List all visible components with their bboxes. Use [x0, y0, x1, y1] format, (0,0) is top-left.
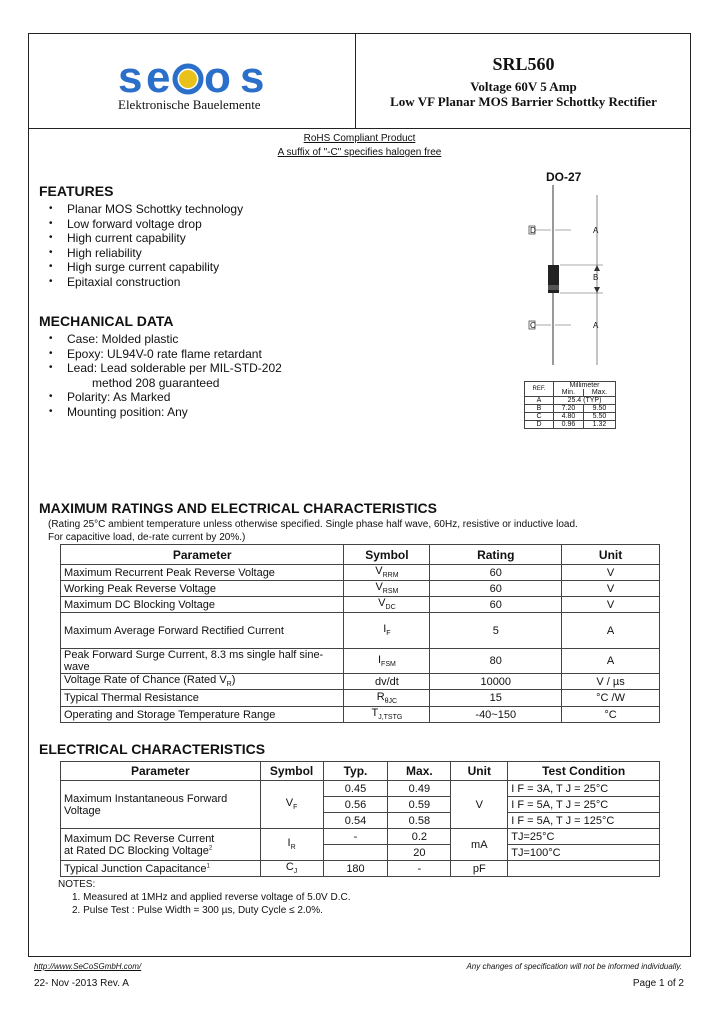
col-symbol: Symbol: [344, 545, 430, 565]
table-row: B 7.20 9.50: [525, 405, 616, 413]
table-row: Typical Thermal Resistance $R_{\theta JC}$ 15 °C /W: [61, 690, 660, 707]
website-link[interactable]: http://www.SeCoSGmbH.com/: [34, 962, 142, 971]
table-row: Maximum Average Forward Rectified Current $I_F$ 5 A: [61, 613, 660, 649]
table-row: Maximum DC Blocking Voltage $V_{DC}$ 60 V: [61, 597, 660, 613]
table-row: Peak Forward Surge Current, 8.3 ms single half sine-wave $I_{FSM}$ 80 A: [61, 649, 660, 674]
list-item: • Low forward voltage drop: [39, 217, 243, 232]
page-number: Page 1 of 2: [632, 978, 684, 989]
ratings-table: [60, 544, 660, 723]
dim-label-b: B: [593, 273, 599, 282]
svg-text:s: s: [240, 58, 265, 98]
dim-label-c: C: [530, 321, 536, 330]
notes-title: NOTES:: [58, 879, 96, 890]
table-row: Maximum Recurrent Peak Reverse Voltage $V_{RRM}$ 60 V: [61, 565, 660, 581]
dim-label-a2: A: [593, 321, 599, 330]
dim-label-d: D: [530, 226, 536, 235]
dim-label-a: A: [593, 226, 599, 235]
list-item: • Mounting position: Any: [39, 405, 282, 420]
list-item: • Polarity: As Marked: [39, 390, 282, 405]
table-row: Working Peak Reverse Voltage $V_{RSM}$ 60 V: [61, 581, 660, 597]
table-row: Maximum DC Reverse Current at Rated DC Blocking Voltage$^2$ $I_R$ - 0.2 mA TJ=25°C: [61, 829, 660, 845]
mechanical-list: [39, 332, 282, 419]
note-2: 2. Pulse Test : Pulse Width = 300 µs, Duty Cycle ≤ 2.0%.: [72, 905, 323, 916]
col-unit: Unit: [451, 762, 508, 781]
col-symbol: Symbol: [260, 762, 323, 781]
svg-text:e: e: [146, 58, 171, 98]
list-item: • Case: Molded plastic: [39, 332, 282, 347]
svg-text:o: o: [204, 58, 231, 98]
part-voltage: Voltage 60V 5 Amp: [470, 79, 577, 94]
disclaimer: Any changes of specification will not be informed individually.: [466, 962, 682, 971]
table-row: C 4.80 5.50: [525, 413, 616, 421]
table-row: Typical Junction Capacitance$^1$ $C_J$ 180 - pF: [61, 861, 660, 877]
col-parameter: Parameter: [61, 545, 344, 565]
revision-date: 22- Nov -2013 Rev. A: [34, 978, 129, 989]
col-rating: Rating: [430, 545, 562, 565]
table-row: 20 TJ=100°C: [61, 845, 660, 861]
part-number: SRL560: [492, 54, 555, 74]
list-item: • Epoxy: UL94V-0 rate flame retardant: [39, 347, 282, 362]
elec-table: [60, 761, 660, 877]
col-parameter: Parameter: [61, 762, 261, 781]
table-row: D 0.96 1.32: [525, 421, 616, 429]
features-title: FEATURES: [39, 183, 114, 199]
col-max: Max.: [388, 762, 451, 781]
halogen-free-line: A suffix of "-C" specifies halogen free: [277, 147, 442, 158]
ratings-title: MAXIMUM RATINGS AND ELECTRICAL CHARACTERISTICS: [39, 500, 437, 516]
col-unit: Unit: [562, 545, 660, 565]
table-row: Operating and Storage Temperature Range $T_{J,TSTG}$ -40~150 °C: [61, 707, 660, 723]
dim-header-unit: Millimeter: [553, 382, 615, 390]
list-item: • High current capability: [39, 231, 243, 246]
table-row: 0.54 0.58 I F = 5A, T J = 125°C: [61, 813, 660, 829]
table-row: Maximum Instantaneous Forward Voltage $V_F$ 0.45 0.49 V I F = 3A, T J = 25°C: [61, 781, 660, 797]
note-1: 1. Measured at 1MHz and applied reverse voltage of 5.0V D.C.: [72, 892, 351, 903]
table-row: Voltage Rate of Chance (Rated $V_R$) dv/dt 10000 V / µs: [61, 674, 660, 690]
part-description: Low VF Planar MOS Barrier Schottky Rectifier: [390, 94, 657, 109]
elec-title: ELECTRICAL CHARACTERISTICS: [39, 741, 266, 757]
do27-package-drawing: [515, 185, 615, 370]
ratings-note-2: For capacitive load, de-rate current by 20%.): [48, 532, 246, 543]
list-item: • Planar MOS Schottky technology: [39, 202, 243, 217]
col-typ: Typ.: [323, 762, 388, 781]
secos-logo-icon: [118, 58, 272, 98]
list-item: method 208 guaranteed: [92, 375, 220, 390]
header-bottom-rule: [28, 128, 691, 129]
rohs-line: RoHS Compliant Product: [303, 133, 416, 144]
svg-text:s: s: [118, 58, 144, 98]
table-row: A 25.4 (TYP): [525, 397, 616, 405]
dimension-table: [524, 381, 616, 429]
company-name: Elektronische Bauelemente: [118, 97, 261, 112]
dim-header-min: Min.: [553, 389, 583, 397]
features-list: [39, 202, 243, 289]
col-test-condition: Test Condition: [508, 762, 660, 781]
dim-header-ref: REF.: [525, 382, 554, 397]
dim-header-max: Max.: [583, 389, 615, 397]
ratings-note-1: (Rating 25°C ambient temperature unless otherwise specified. Single phase half wave, 60Hz, resistive or inductive load.: [48, 519, 578, 530]
mechanical-title: MECHANICAL DATA: [39, 313, 174, 329]
package-name: DO-27: [546, 170, 582, 184]
list-item: • Lead: Lead solderable per MIL-STD-202: [39, 361, 282, 376]
list-item: • High reliability: [39, 246, 243, 261]
list-item: • High surge current capability: [39, 260, 243, 275]
table-row: 0.56 0.59 I F = 5A, T J = 25°C: [61, 797, 660, 813]
list-item: • Epitaxial construction: [39, 275, 243, 290]
